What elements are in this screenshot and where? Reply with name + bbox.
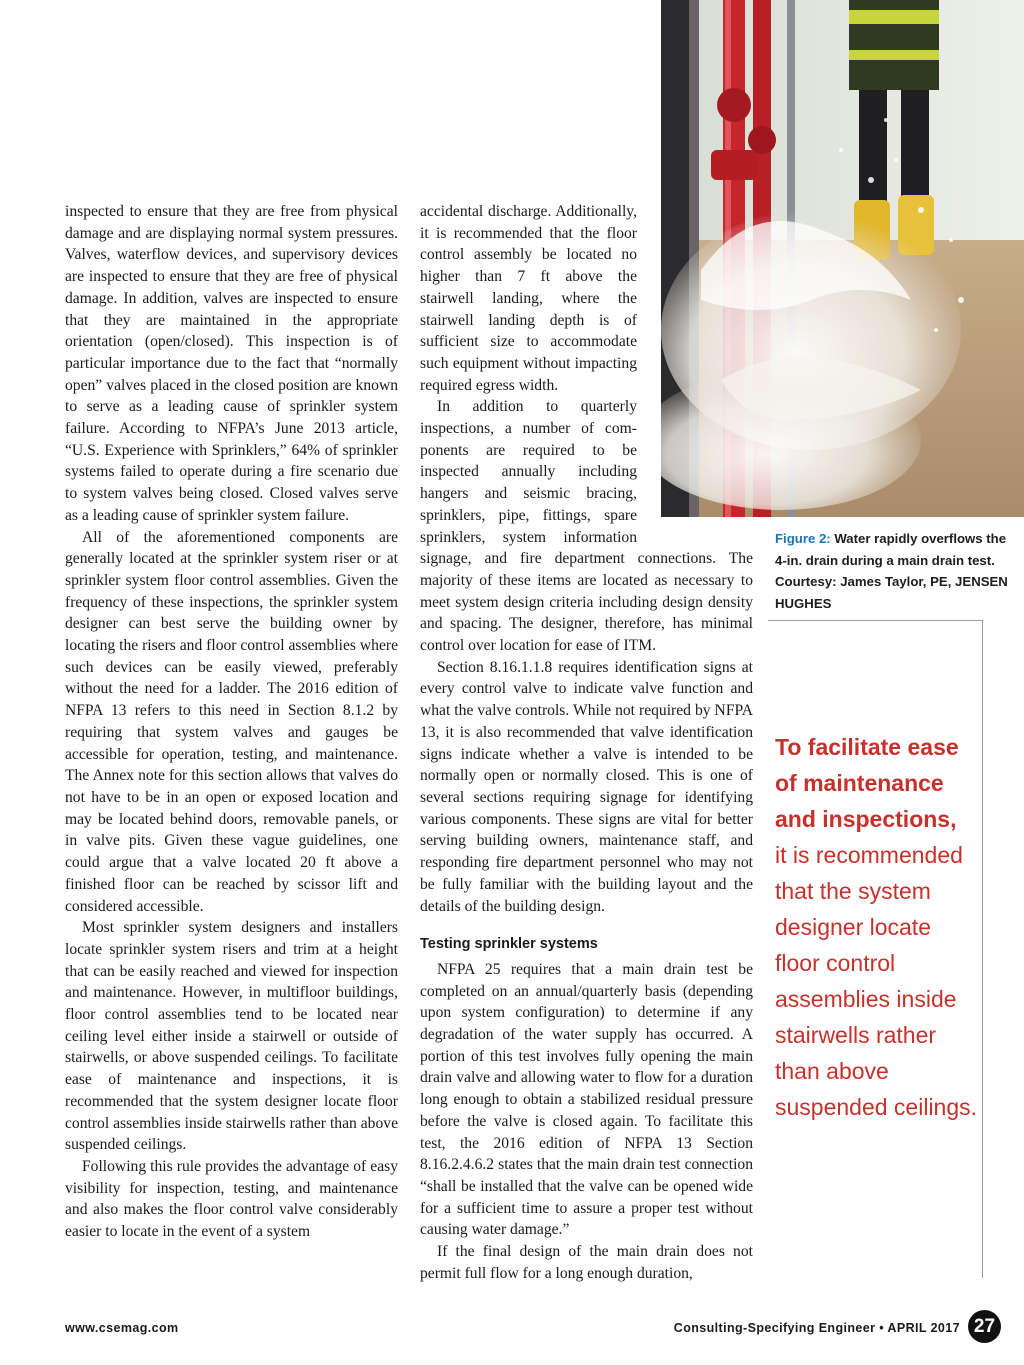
section-heading: Testing sprinkler systems — [420, 936, 598, 953]
paragraph: Following this rule provides the advantage of easy visibility for inspection, testing, and maintenance and also makes the floor control valve considerably easier to locate in the event of a system — [65, 1157, 398, 1241]
paragraph: All of the aforementioned components are generally located at the sprinkler system riser or at sprinkler system floor control assemblies. Given the frequency of these inspections, the sprinkler system designer can best serve the building owner by locating the risers and floor control assemblies where such devices can be easily viewed, preferably without the need for a ladder. The 2016 edition of NFPA 13 refers to this need in Section 8.1.2 by requiring that system valves and gauges be accessible for operation, testing, and maintenance. The Annex note for this section allows that valves do not have to be in an open or exposed location and may be located behind doors, removable panels, or in valve pits. Given these vague guidelines, one could argue that a valve located 20 ft above a finished floor can be reached by scissor lift and considered accessible. — [65, 528, 398, 915]
article-column-1 — [65, 201, 398, 1243]
paragraph: accidental discharge. Additionally, it is recommended that the floor control assembly be located no higher than 7 ft above the stairwell landing, where the stairwell landing depth is of sufficient size to accommodate such equipment without impacting required egress width. — [420, 203, 637, 394]
pull-quote — [775, 729, 980, 1125]
pull-quote-bold: To facilitate ease of maintenance and inspections, — [775, 734, 959, 832]
figure-caption — [775, 528, 1015, 614]
paragraph: Most sprinkler system designers and installers locate sprinkler system risers and trim at a height that can be easily reached and viewed for inspection and maintenance. However, in multifloor buildings, floor control assemblies tend to be located near ceiling level either inside a stairwell or outside of stairwells, or above suspended ceilings. To facilitate ease of maintenance and inspections, it is recommended that the system designer locate floor control assemblies inside stairwells rather than above suspended ceilings. — [65, 919, 398, 1154]
footer-magazine-issue: Consulting-Specifying Engineer • APRIL 2017 — [673, 1321, 960, 1335]
paragraph: NFPA 25 requires that a main drain test be completed on an annual/quarterly basis (depending upon system configuration) to determine if any degradation of the water supply has occurred. A portion of this test involves fully opening the main drain valve and allowing water to flow for a duration long enough to obtain a stabilized residual pressure before the valve is closed again. To facilitate this test, the 2016 edition of NFPA 13 Section 8.16.2.4.6.2 states that the main drain test connection “shall be installed that the valve can be opened wide for a sufficient time to assure a proper test without causing water damage.” — [420, 960, 753, 1239]
sidebar-divider-horizontal — [768, 620, 983, 621]
figure-label: Figure 2: — [775, 531, 831, 546]
figure-caption-text: Water rapidly overflows the 4-in. drain during a main drain test. Courtesy: James Taylor, PE, JENSEN HUGHES — [775, 531, 1008, 611]
paragraph: inspected to ensure that they are free from physical damage and are displaying normal system pressures. Valves, waterflow devices, and supervisory devices are inspected to ensure that they are free of physical damage. In addition, valves are inspected to ensure that they are maintained in the appropriate orientation (open/closed). This inspection is of particular importance due to the fact that “normally open” valves placed in the closed position are known to serve as a leading cause of sprinkler system failure. According to NFPA’s June 2013 article, “U.S. Experience with Sprinklers,” 64% of sprinkler systems failed to operate during a fire scenario due to system valves being closed. Closed valves serve as a leading cause of sprinkler system failure. — [65, 203, 398, 524]
sidebar-divider-vertical — [982, 620, 983, 1278]
page-number: 27 — [968, 1310, 1001, 1343]
photo-wrap-space — [637, 201, 753, 531]
pull-quote-regular: it is recommended that the system designer locate floor control assemblies inside stairwells rather than above suspended ceilings. — [775, 842, 978, 1120]
paragraph: Section 8.16.1.1.8 requires identification signs at every control valve to indicate valve function and what the valve controls. While not required by NFPA 13, it is also recommended that valve identification signs indicate whether a valve is intended to be normally open or normally closed. This is one of several sections requiring signage for identifying various components. These signs are vital for better serving building owners, maintenance staff, and responding fire department personnel who may not be fully familiar with the building layout and the details of the building design. — [420, 658, 753, 915]
footer-website: www.csemag.com — [65, 1321, 179, 1335]
paragraph: If the final design of the main drain does not permit full flow for a long enough duration, — [420, 1243, 753, 1282]
paragraph: In addition to quarterly inspections, a number of components are required to be inspected annually including hangers and seismic bracing, sprinklers, pipe, fittings, spare sprinklers, system information signage, and fire department connections. The majority of these items are located as necessary to meet system design criteria including design density and spacing. The designer, therefore, has minimal control over location for ease of ITM. — [420, 398, 753, 655]
article-column-2 — [420, 201, 753, 1284]
